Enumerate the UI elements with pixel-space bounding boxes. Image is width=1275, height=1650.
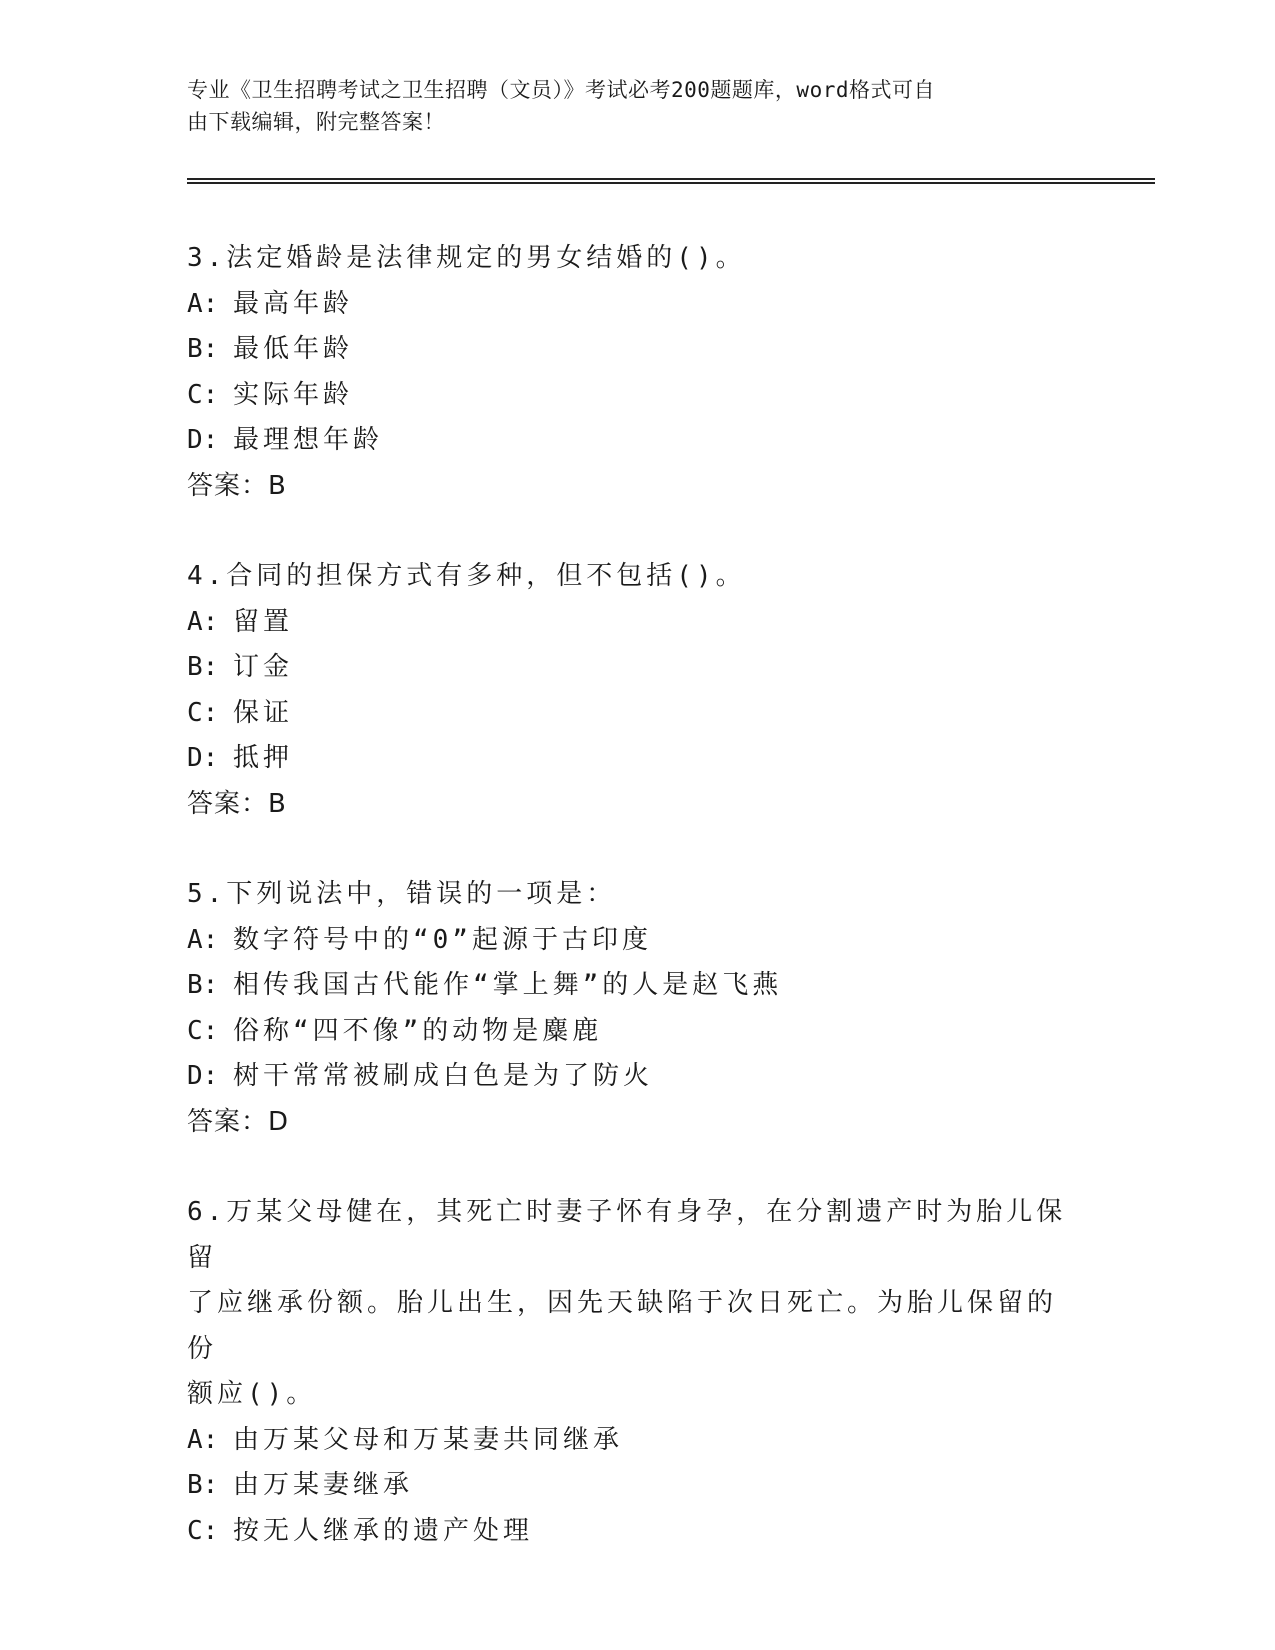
document-header <box>187 74 1067 138</box>
option-d <box>187 418 1067 464</box>
option-key: B: <box>187 970 219 1000</box>
question-6 <box>187 1190 1067 1554</box>
question-stem: 4.合同的担保方式有多种，但不包括()。 <box>187 561 746 591</box>
option-text: 订金 <box>233 652 294 682</box>
option-key: D: <box>187 743 219 773</box>
option-a <box>187 918 1067 964</box>
option-text: 树干常常被刷成白色是为了防火 <box>233 1061 654 1091</box>
option-c <box>187 1009 1067 1055</box>
header-title-line-1: 专业《卫生招聘考试之卫生招聘（文员）》考试必考200题题库，word格式可自 <box>187 78 935 102</box>
option-key: D: <box>187 1061 219 1091</box>
option-a <box>187 600 1067 646</box>
option-c <box>187 691 1067 737</box>
option-key: B: <box>187 1470 219 1500</box>
option-a <box>187 1418 1067 1464</box>
option-b <box>187 1463 1067 1509</box>
option-key: A: <box>187 924 219 955</box>
option-text: 保证 <box>233 697 294 728</box>
option-key: C: <box>187 1515 219 1546</box>
answer-line: 答案：B <box>187 470 287 501</box>
option-a <box>187 282 1067 328</box>
option-key: B: <box>187 334 219 364</box>
question-stem-line-1: 6.万某父母健在，其死亡时妻子怀有身孕，在分割遗产时为胎儿保留 <box>187 1197 1067 1273</box>
header-title-line-2: 由下载编辑，附完整答案！ <box>187 110 445 134</box>
answer-line: 答案：D <box>187 1106 290 1137</box>
question-4 <box>187 554 1067 827</box>
option-key: D: <box>187 425 219 455</box>
option-text: 留置 <box>233 606 294 637</box>
option-text: 由万某妻继承 <box>233 1470 414 1500</box>
option-text: 俗称“四不像”的动物是麋鹿 <box>233 1015 603 1046</box>
question-stem-line-3: 额应()。 <box>187 1379 317 1409</box>
option-b <box>187 327 1067 373</box>
option-c <box>187 1509 1067 1555</box>
question-stem-line-2: 了应继承份额。胎儿出生，因先天缺陷于次日死亡。为胎儿保留的份 <box>187 1288 1058 1364</box>
question-5 <box>187 872 1067 1145</box>
option-key: C: <box>187 1015 219 1046</box>
option-text: 最高年龄 <box>233 288 354 319</box>
option-key: B: <box>187 652 219 682</box>
option-text: 实际年龄 <box>233 379 354 410</box>
option-b <box>187 963 1067 1009</box>
option-b <box>187 645 1067 691</box>
option-text: 由万某父母和万某妻共同继承 <box>233 1424 624 1455</box>
question-3 <box>187 236 1067 509</box>
option-text: 最低年龄 <box>233 334 354 364</box>
option-key: A: <box>187 288 219 319</box>
option-key: A: <box>187 606 219 637</box>
option-key: C: <box>187 697 219 728</box>
question-list <box>187 236 1067 1599</box>
option-text: 抵押 <box>233 743 294 773</box>
option-key: C: <box>187 379 219 410</box>
option-d <box>187 736 1067 782</box>
option-text: 数字符号中的“0”起源于古印度 <box>233 924 652 955</box>
option-c <box>187 373 1067 419</box>
option-text: 最理想年龄 <box>233 425 384 455</box>
option-d <box>187 1054 1067 1100</box>
header-double-rule <box>187 178 1155 184</box>
option-text: 相传我国古代能作“掌上舞”的人是赵飞燕 <box>233 970 783 1000</box>
question-stem: 5.下列说法中，错误的一项是： <box>187 879 617 909</box>
option-key: A: <box>187 1424 219 1455</box>
option-text: 按无人继承的遗产处理 <box>233 1515 534 1546</box>
question-stem: 3.法定婚龄是法律规定的男女结婚的()。 <box>187 243 746 273</box>
answer-line: 答案：B <box>187 788 287 819</box>
